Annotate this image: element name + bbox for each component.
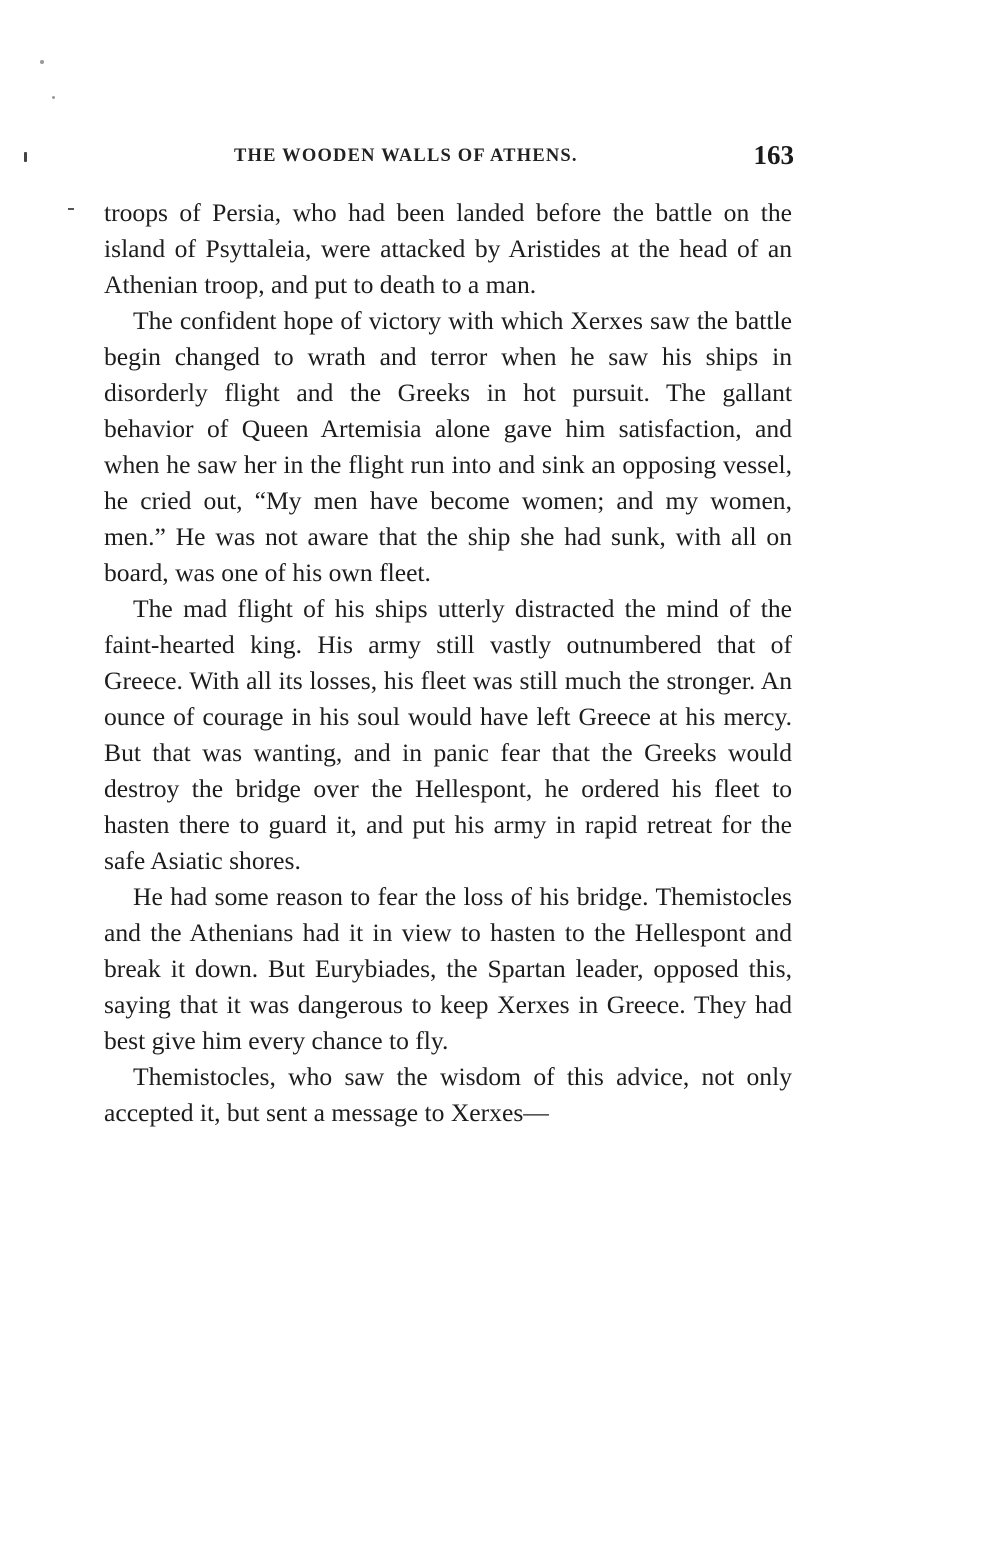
paragraph: The confident hope of victory with which Xerxes saw the battle begin changed to wrath and terror when he saw his ships in disorderly flight and the Greeks in hot pursuit. The gallant behavior of Queen Artemisia alone gave him satisfaction, and when he saw her in the flight run into and sink an opposing vessel, he cried out, “My men have become women; and my women, men.” He was not aware that the ship she had sunk, with all on board, was one of his own fleet. <box>104 306 792 587</box>
margin-speck <box>52 96 55 99</box>
paragraph: troops of Persia, who had been landed before the battle on the island of Psyttaleia, were attacked by Aristides at the head of an Athenian troop, and put to death to a man. <box>104 198 792 299</box>
paragraph: The mad flight of his ships utterly distracted the mind of the faint-hearted king. His army still vastly outnumbered that of Greece. With all its losses, his fleet was still much the stronger. An ounce of courage in his soul would have left Greece at his mercy. But that was wanting, and in panic fear that the Greeks would destroy the bridge over the Hellespont, he ordered his fleet to hasten there to guard it, and put his army in rapid retreat for the safe Asiatic shores. <box>104 594 792 875</box>
page-number: 163 <box>753 140 794 170</box>
running-title: THE WOODEN WALLS OF ATHENS. <box>234 146 578 166</box>
paragraph: Themistocles, who saw the wisdom of this advice, not only accepted it, but sent a message to Xerxes— <box>104 1062 792 1127</box>
margin-speck <box>40 60 44 64</box>
body-text <box>104 195 792 1131</box>
paragraph: He had some reason to fear the loss of his bridge. Themistocles and the Athenians had it in view to hasten to the Hellespont and break it down. But Eurybiades, the Spartan leader, opposed this, saying that it was dangerous to keep Xerxes in Greece. They had best give him every chance to fly. <box>104 882 792 1055</box>
margin-mark <box>68 208 74 210</box>
running-head <box>104 140 794 180</box>
margin-speck <box>24 152 27 162</box>
